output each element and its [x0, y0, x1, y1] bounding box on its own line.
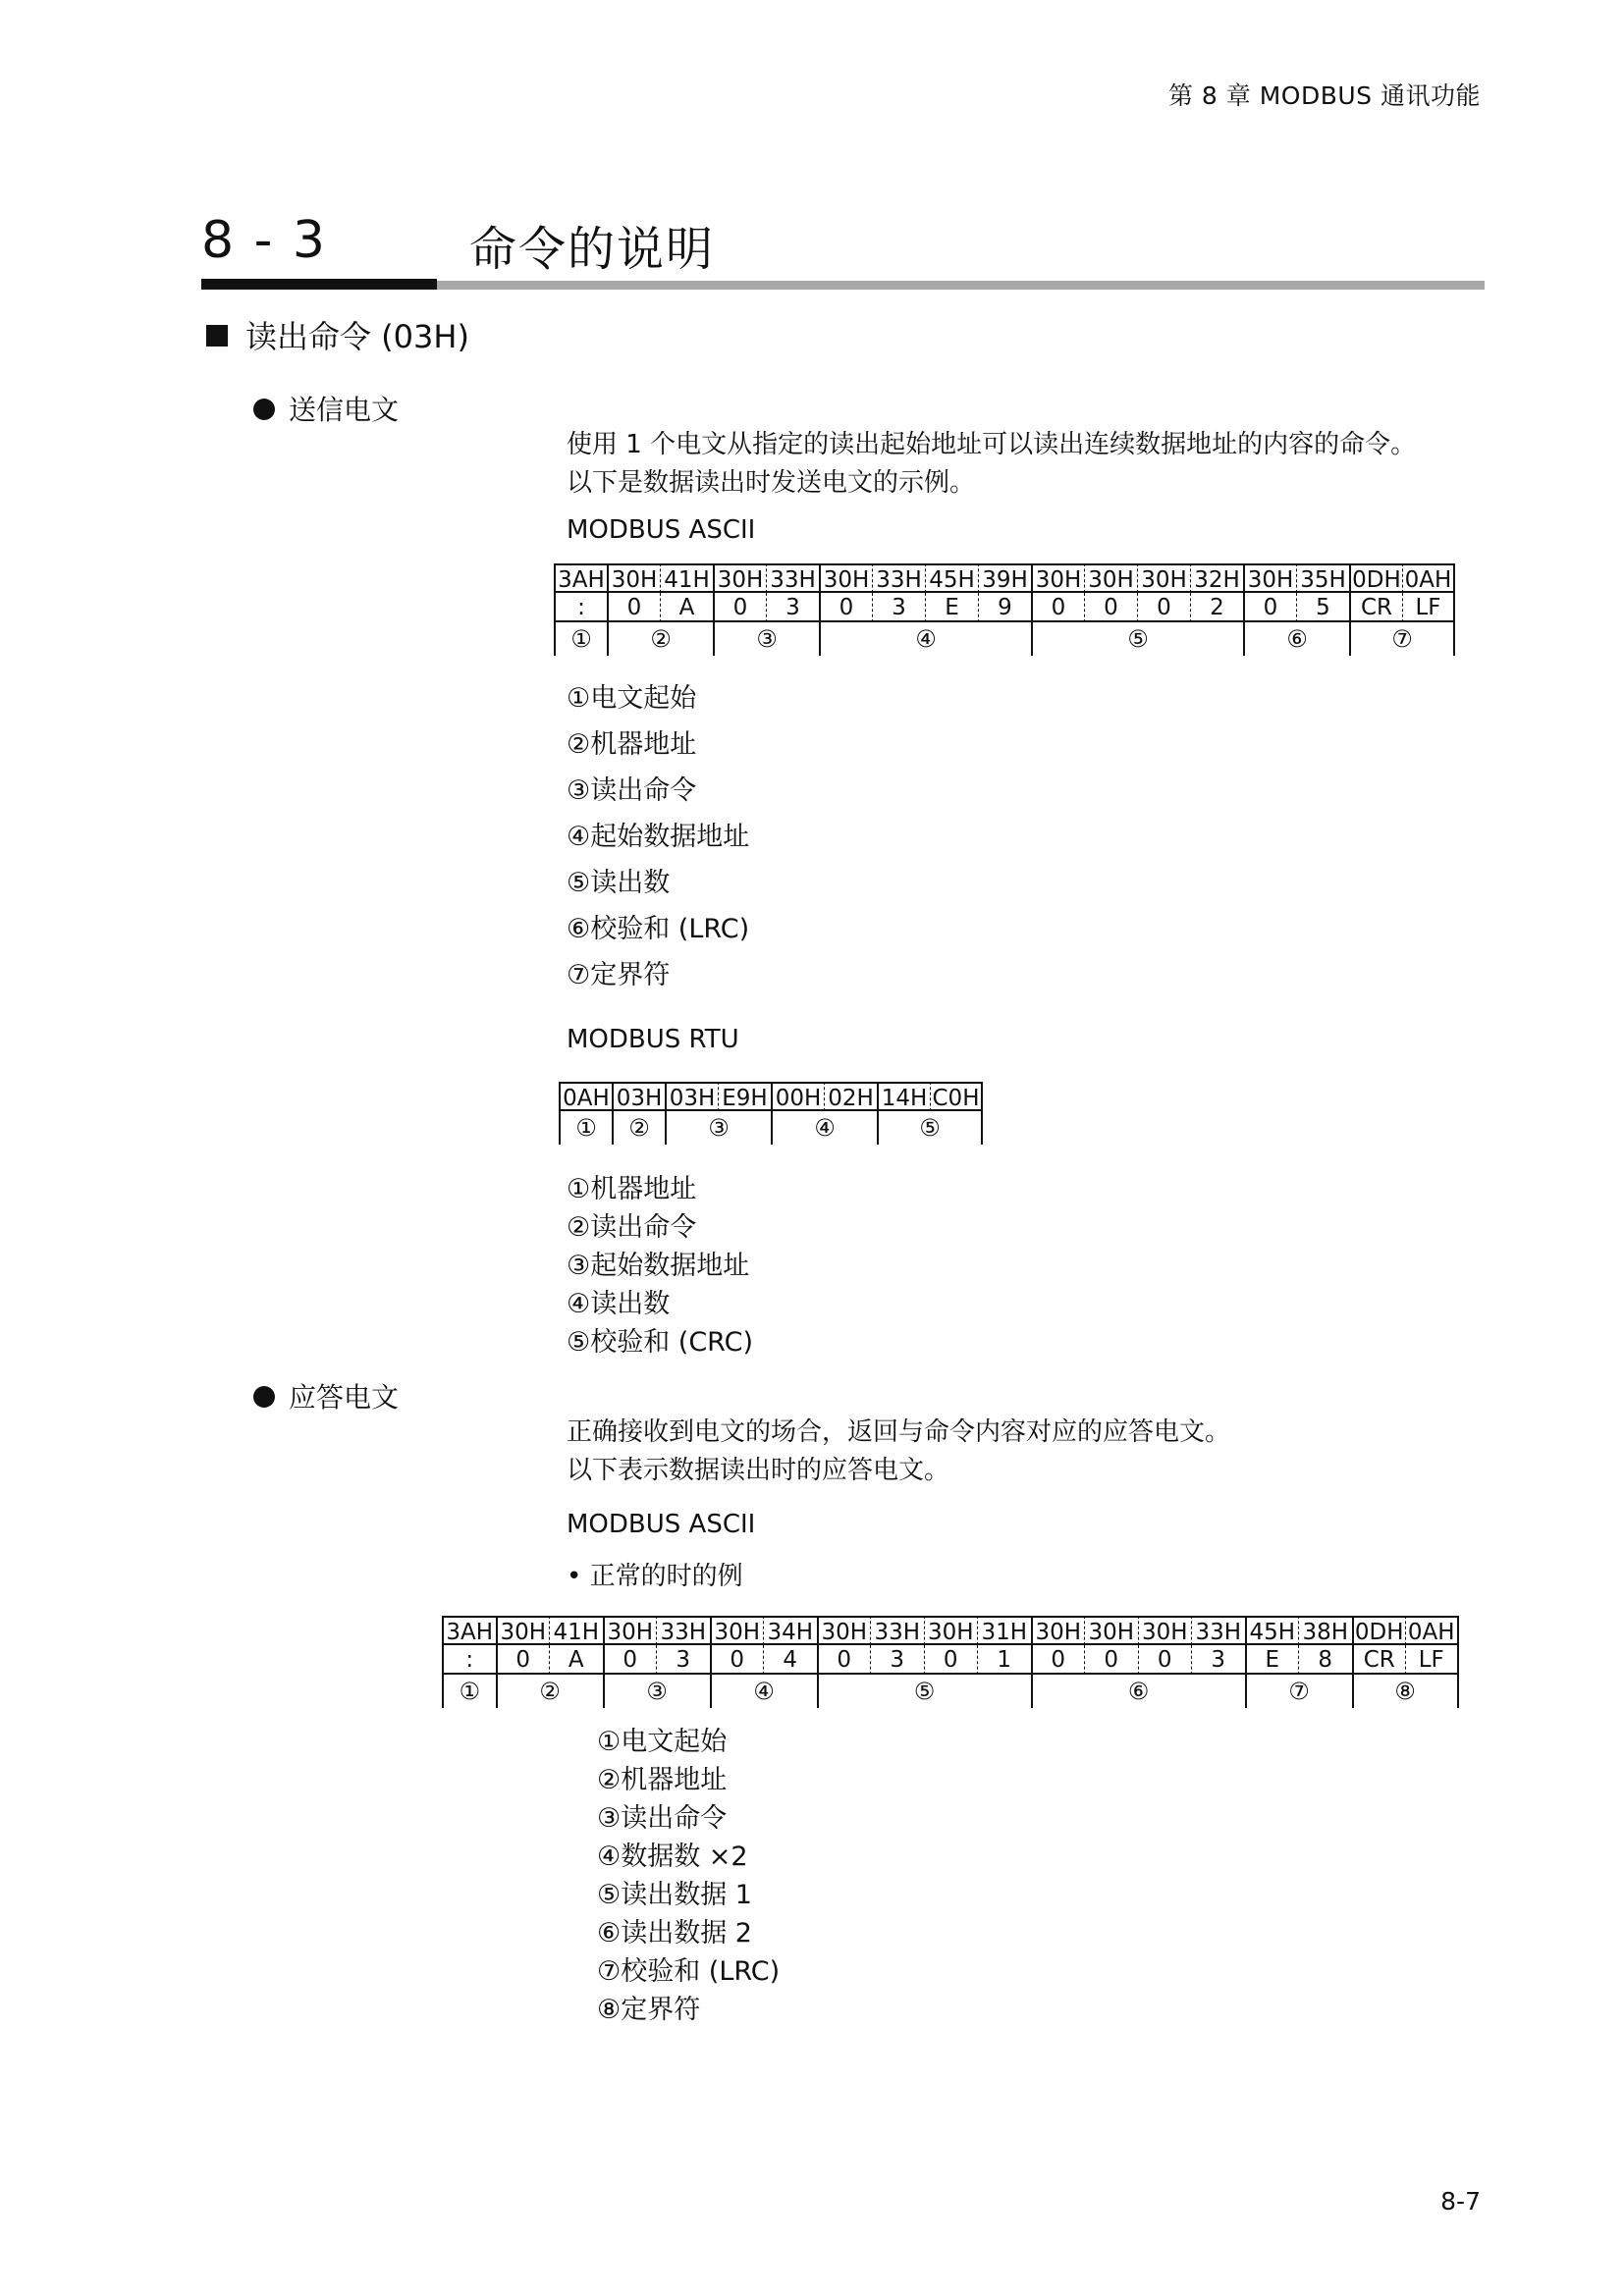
send-heading: [253, 389, 399, 428]
hex-byte-cell: 30H: [1084, 563, 1137, 593]
response-heading-text: 应答电文: [289, 1381, 400, 1414]
ascii-char-cell: 3: [872, 593, 925, 622]
hex-byte-cell: 41H: [549, 1616, 603, 1645]
hex-byte-cell: 03H: [612, 1082, 665, 1111]
response-ascii-label: MODBUS ASCII: [567, 1510, 756, 1539]
field-number-cell: ④: [710, 1675, 817, 1708]
field-number-cell: ⑤: [1031, 622, 1243, 656]
ascii-char-cell: 5: [1296, 593, 1349, 622]
legend-item: ⑦校验和 (LRC): [597, 1956, 781, 1987]
hex-byte-cell: 32H: [1190, 563, 1243, 593]
field-number-row: [559, 1111, 983, 1145]
ascii-char-cell: 0: [1084, 593, 1137, 622]
hex-byte-cell: 38H: [1298, 1616, 1352, 1645]
field-number-cell: ⑥: [1031, 1675, 1245, 1708]
response-heading: [253, 1376, 399, 1415]
legend-item: ②机器地址: [567, 729, 697, 760]
ascii-char-cell: CR: [1349, 593, 1402, 622]
ascii-char-cell: :: [554, 593, 607, 622]
hex-byte-cell: 30H: [819, 563, 872, 593]
hex-byte-cell: 31H: [977, 1616, 1031, 1645]
response-normal-label: • 正常的时的例: [567, 1562, 743, 1591]
hex-byte-cell: 30H: [1137, 563, 1190, 593]
ascii-char-cell: :: [442, 1645, 496, 1675]
hex-byte-cell: 00H: [771, 1082, 824, 1111]
send-rtu-label: MODBUS RTU: [567, 1025, 739, 1054]
field-number-cell: ③: [603, 1675, 710, 1708]
send-description: [567, 426, 1416, 503]
field-number-cell: ⑥: [1243, 622, 1349, 656]
ascii-char-cell: LF: [1402, 593, 1455, 622]
ascii-char-cell: 0: [710, 1645, 764, 1675]
hex-byte-cell: 3AH: [554, 563, 607, 593]
hex-byte-cell: 14H: [877, 1082, 930, 1111]
hex-byte-cell: 35H: [1296, 563, 1349, 593]
legend-item: ①机器地址: [567, 1174, 697, 1204]
section-rule-dark: [201, 279, 437, 290]
legend-item: ⑤校验和 (CRC): [567, 1327, 753, 1358]
hex-byte-cell: 30H: [924, 1616, 978, 1645]
hex-byte-cell: 33H: [872, 563, 925, 593]
send-para-1: 使用 1 个电文从指定的读出起始地址可以读出连续数据地址的内容的命令。: [567, 430, 1417, 459]
hex-byte-cell: 33H: [766, 563, 819, 593]
ascii-char-cell: 2: [1190, 593, 1243, 622]
ascii-char-cell: 1: [977, 1645, 1031, 1675]
field-number-cell: ①: [442, 1675, 496, 1708]
ascii-char-cell: LF: [1405, 1645, 1459, 1675]
ascii-char-cell: 3: [870, 1645, 924, 1675]
response-ascii-frame: [442, 1616, 1459, 1708]
hex-byte-cell: 0DH: [1349, 563, 1402, 593]
ascii-char-cell: 0: [607, 593, 660, 622]
hex-byte-cell: 41H: [660, 563, 713, 593]
hex-byte-cell: 39H: [978, 563, 1031, 593]
field-number-cell: ⑧: [1352, 1675, 1459, 1708]
section-rule-light: [437, 281, 1485, 290]
hex-byte-cell: 30H: [603, 1616, 657, 1645]
field-number-cell: ②: [607, 622, 713, 656]
response-ascii-legend: [597, 1723, 780, 2029]
ascii-char-cell: CR: [1352, 1645, 1406, 1675]
field-number-cell: ①: [554, 622, 607, 656]
ascii-char-row: [442, 1645, 1459, 1675]
legend-item: ③读出命令: [567, 775, 697, 806]
hex-byte-cell: 33H: [1191, 1616, 1245, 1645]
ascii-char-cell: 0: [1243, 593, 1296, 622]
hex-byte-cell: C0H: [930, 1082, 983, 1111]
field-number-cell: ②: [612, 1111, 665, 1145]
field-number-cell: ②: [496, 1675, 603, 1708]
legend-item: ⑤读出数: [567, 868, 671, 898]
response-para-1: 正确接收到电文的场合，返回与命令内容对应的应答电文。: [567, 1417, 1231, 1447]
ascii-char-cell: E: [1245, 1645, 1299, 1675]
hex-byte-cell: 30H: [817, 1616, 871, 1645]
ascii-char-cell: 3: [1191, 1645, 1245, 1675]
hex-byte-cell: 02H: [824, 1082, 877, 1111]
send-rtu-legend: [567, 1170, 753, 1362]
response-para-2: 以下表示数据读出时的应答电文。: [567, 1456, 950, 1485]
hex-byte-cell: 0AH: [559, 1082, 612, 1111]
legend-item: ④起始数据地址: [567, 822, 750, 852]
ascii-char-cell: E: [925, 593, 978, 622]
hex-byte-row: [554, 563, 1455, 593]
legend-item: ⑥校验和 (LRC): [567, 914, 750, 944]
ascii-char-cell: 3: [656, 1645, 710, 1675]
legend-item: ④读出数: [567, 1289, 671, 1319]
ascii-char-cell: 0: [1031, 593, 1084, 622]
hex-byte-cell: 30H: [496, 1616, 550, 1645]
ascii-char-cell: 4: [763, 1645, 817, 1675]
legend-item: ③起始数据地址: [567, 1251, 750, 1281]
hex-byte-cell: 34H: [763, 1616, 817, 1645]
ascii-char-cell: 3: [766, 593, 819, 622]
ascii-char-cell: 9: [978, 593, 1031, 622]
page-number: 8-7: [1440, 2187, 1481, 2216]
hex-byte-cell: 30H: [710, 1616, 764, 1645]
hex-byte-row: [559, 1082, 983, 1111]
hex-byte-cell: 30H: [1031, 563, 1084, 593]
section-number: 8 - 3: [201, 211, 327, 270]
send-ascii-legend: [567, 675, 749, 998]
circle-bullet-icon: [253, 399, 275, 420]
ascii-char-cell: 0: [924, 1645, 978, 1675]
field-number-row: [442, 1675, 1459, 1708]
hex-byte-cell: 30H: [1084, 1616, 1138, 1645]
field-number-cell: ③: [713, 622, 819, 656]
subsection-heading: [206, 312, 469, 357]
circle-bullet-icon: [253, 1386, 275, 1408]
ascii-char-cell: 0: [1137, 593, 1190, 622]
ascii-char-cell: 8: [1298, 1645, 1352, 1675]
legend-item: ④数据数 ×2: [597, 1842, 748, 1872]
hex-byte-row: [442, 1616, 1459, 1645]
send-heading-text: 送信电文: [289, 394, 400, 426]
legend-item: ②机器地址: [597, 1765, 728, 1795]
send-ascii-label: MODBUS ASCII: [567, 515, 756, 545]
legend-item: ⑧定界符: [597, 1995, 701, 2025]
hex-byte-cell: 30H: [713, 563, 766, 593]
ascii-char-cell: 0: [1138, 1645, 1192, 1675]
hex-byte-cell: 33H: [870, 1616, 924, 1645]
chapter-header: 第 8 章 MODBUS 通讯功能: [1167, 81, 1481, 110]
legend-item: ⑥读出数据 2: [597, 1918, 752, 1949]
ascii-char-cell: 0: [817, 1645, 871, 1675]
hex-byte-cell: E9H: [718, 1082, 771, 1111]
ascii-char-cell: 0: [1084, 1645, 1138, 1675]
hex-byte-cell: 30H: [1243, 563, 1296, 593]
field-number-cell: ⑤: [877, 1111, 983, 1145]
hex-byte-cell: 33H: [656, 1616, 710, 1645]
hex-byte-cell: 0AH: [1402, 563, 1455, 593]
ascii-char-cell: 0: [1031, 1645, 1085, 1675]
legend-item: ①电文起始: [567, 683, 697, 714]
ascii-char-cell: A: [660, 593, 713, 622]
send-ascii-frame: [554, 563, 1455, 656]
send-rtu-frame: [559, 1082, 983, 1145]
section-title: 命令的说明: [469, 222, 716, 277]
hex-byte-cell: 30H: [1138, 1616, 1192, 1645]
field-number-cell: ④: [819, 622, 1031, 656]
hex-byte-cell: 0AH: [1405, 1616, 1459, 1645]
hex-byte-cell: 03H: [665, 1082, 718, 1111]
legend-item: ②读出命令: [567, 1212, 697, 1243]
field-number-cell: ①: [559, 1111, 612, 1145]
response-description: [567, 1414, 1230, 1490]
field-number-cell: ⑦: [1245, 1675, 1352, 1708]
hex-byte-cell: 30H: [607, 563, 660, 593]
ascii-char-cell: 0: [713, 593, 766, 622]
ascii-char-cell: A: [549, 1645, 603, 1675]
legend-item: ⑤读出数据 1: [597, 1880, 752, 1910]
field-number-cell: ③: [665, 1111, 771, 1145]
ascii-char-cell: 0: [496, 1645, 550, 1675]
field-number-cell: ⑤: [817, 1675, 1031, 1708]
legend-item: ③读出命令: [597, 1803, 728, 1834]
ascii-char-cell: 0: [819, 593, 872, 622]
hex-byte-cell: 45H: [1245, 1616, 1299, 1645]
legend-item: ①电文起始: [597, 1727, 728, 1757]
legend-item: ⑦定界符: [567, 960, 671, 990]
send-para-2: 以下是数据读出时发送电文的示例。: [567, 468, 976, 498]
ascii-char-cell: 0: [603, 1645, 657, 1675]
hex-byte-cell: 30H: [1031, 1616, 1085, 1645]
hex-byte-cell: 45H: [925, 563, 978, 593]
field-number-row: [554, 622, 1455, 656]
hex-byte-cell: 0DH: [1352, 1616, 1406, 1645]
field-number-cell: ⑦: [1349, 622, 1455, 656]
field-number-cell: ④: [771, 1111, 877, 1145]
subsection-title: 读出命令 (03H): [245, 318, 469, 355]
square-bullet-icon: [206, 325, 228, 347]
hex-byte-cell: 3AH: [442, 1616, 496, 1645]
ascii-char-row: [554, 593, 1455, 622]
